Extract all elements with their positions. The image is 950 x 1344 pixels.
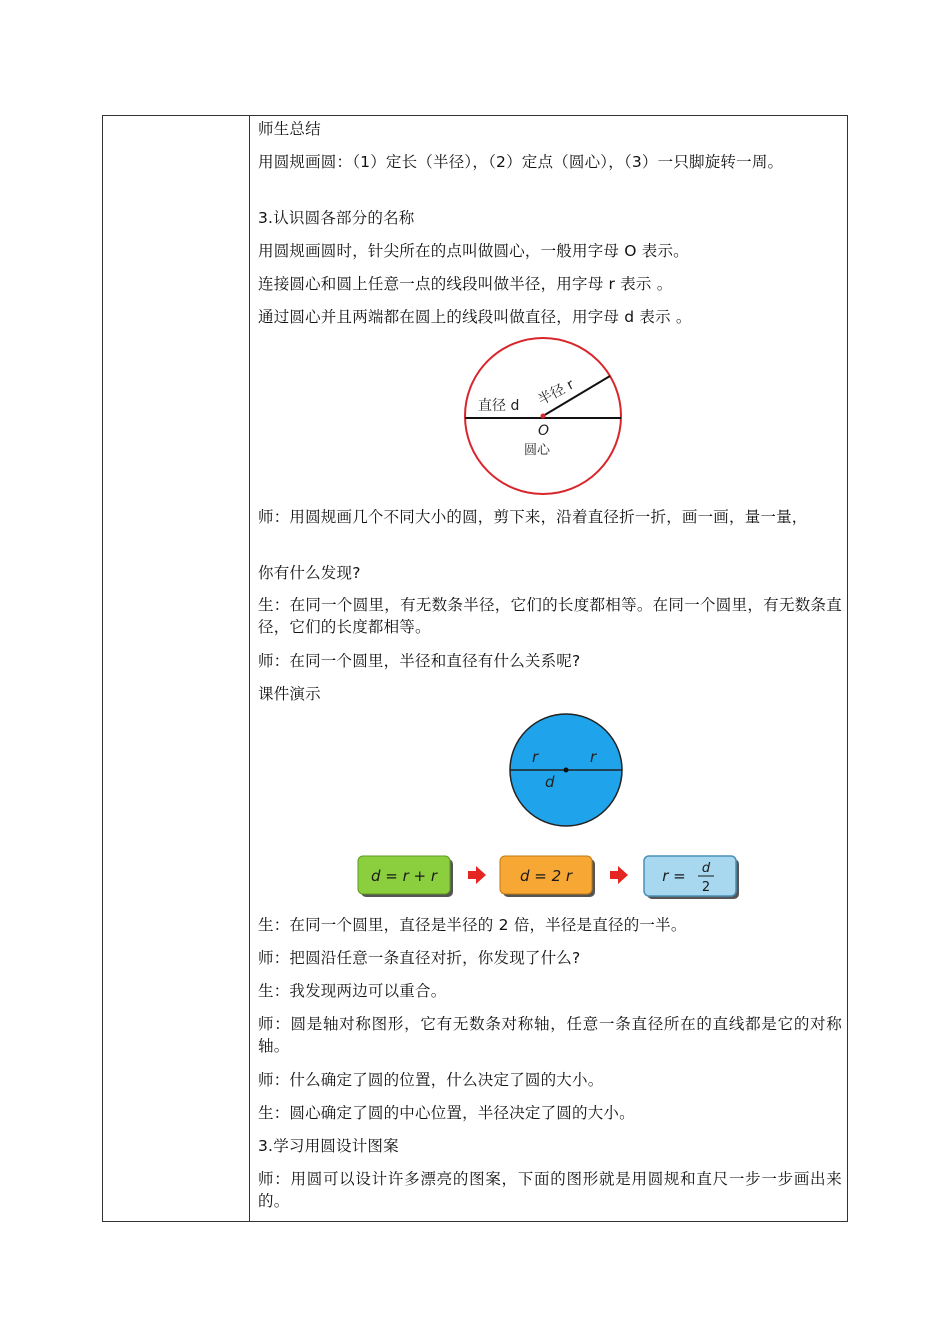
fraction-denominator: 2: [701, 880, 711, 895]
relationship-figure: [356, 713, 746, 905]
column-divider: [249, 116, 250, 1221]
paragraph-student-answer: 生：在同一个圆里，有无数条半径，它们的长度都相等。在同一个圆里，有无数条直径，它们的长度都相等。: [258, 596, 842, 636]
diameter-label: 直径 d: [478, 398, 520, 414]
paragraph-courseware: 课件演示: [258, 685, 321, 703]
arrow-right-icon: [468, 866, 486, 884]
paragraph-question: 你有什么发现?: [258, 564, 361, 582]
r-right-label: r: [590, 748, 597, 766]
formula-half-lhs: r =: [662, 867, 686, 885]
lesson-table: [102, 115, 848, 1222]
paragraph-position-size-question: 师：什么确定了圆的位置，什么决定了圆的大小。: [258, 1071, 604, 1089]
paragraph-symmetry: 师：圆是轴对称图形，它有无数条对称轴，任意一条直径所在的直线都是它的对称轴。: [258, 1015, 842, 1055]
paragraph-center-def: 用圆规画圆时，针尖所在的点叫做圆心，一般用字母 O 表示。: [258, 242, 689, 260]
fraction-numerator: d: [701, 861, 711, 876]
paragraph-summary: 师生总结: [258, 120, 321, 138]
paragraph-teacher-question: 师：在同一个圆里，半径和直径有什么关系呢?: [258, 652, 581, 670]
paragraph-fold-answer: 生：我发现两边可以重合。: [258, 982, 447, 1000]
paragraph-radius-def: 连接圆心和圆上任意一点的线段叫做半径，用字母 r 表示 。: [258, 275, 673, 293]
formula-double-text: d = 2 r: [519, 867, 573, 885]
formula-box-half: [644, 856, 736, 896]
r-left-label: r: [532, 748, 539, 766]
paragraph-position-size-answer: 生：圆心确定了圆的中心位置，半径决定了圆的大小。: [258, 1104, 635, 1122]
center-point: [541, 414, 546, 419]
d-label: d: [545, 773, 555, 791]
paragraph-teacher-activity: 师：用圆规画几个不同大小的圆，剪下来，沿着直径折一折，画一画，量一量，: [258, 508, 808, 526]
blue-center-point: [564, 768, 569, 773]
formula-sum-text: d = r + r: [370, 867, 438, 885]
section-heading-design: 3.学习用圆设计图案: [258, 1137, 399, 1155]
paragraph-double-relation: 生：在同一个圆里，直径是半径的 2 倍，半径是直径的一半。: [258, 916, 687, 934]
arrow-right-icon: [610, 866, 628, 884]
section-heading-circle-parts: 3.认识圆各部分的名称: [258, 209, 415, 227]
center-label: 圆心: [524, 443, 551, 458]
paragraph-design-intro: 师：用圆可以设计许多漂亮的图案，下面的图形就是用圆规和直尺一步一步画出来的。: [258, 1170, 842, 1210]
circle-parts-figure: [458, 336, 628, 496]
center-letter: O: [538, 423, 550, 439]
radius-label: 半径 r: [535, 376, 577, 409]
paragraph-compass-steps: 用圆规画圆：（1）定长（半径），（2）定点（圆心），（3）一只脚旋转一周。: [258, 153, 784, 171]
paragraph-fold-question: 师：把圆沿任意一条直径对折，你发现了什么?: [258, 949, 581, 967]
paragraph-diameter-def: 通过圆心并且两端都在圆上的线段叫做直径，用字母 d 表示 。: [258, 308, 692, 326]
